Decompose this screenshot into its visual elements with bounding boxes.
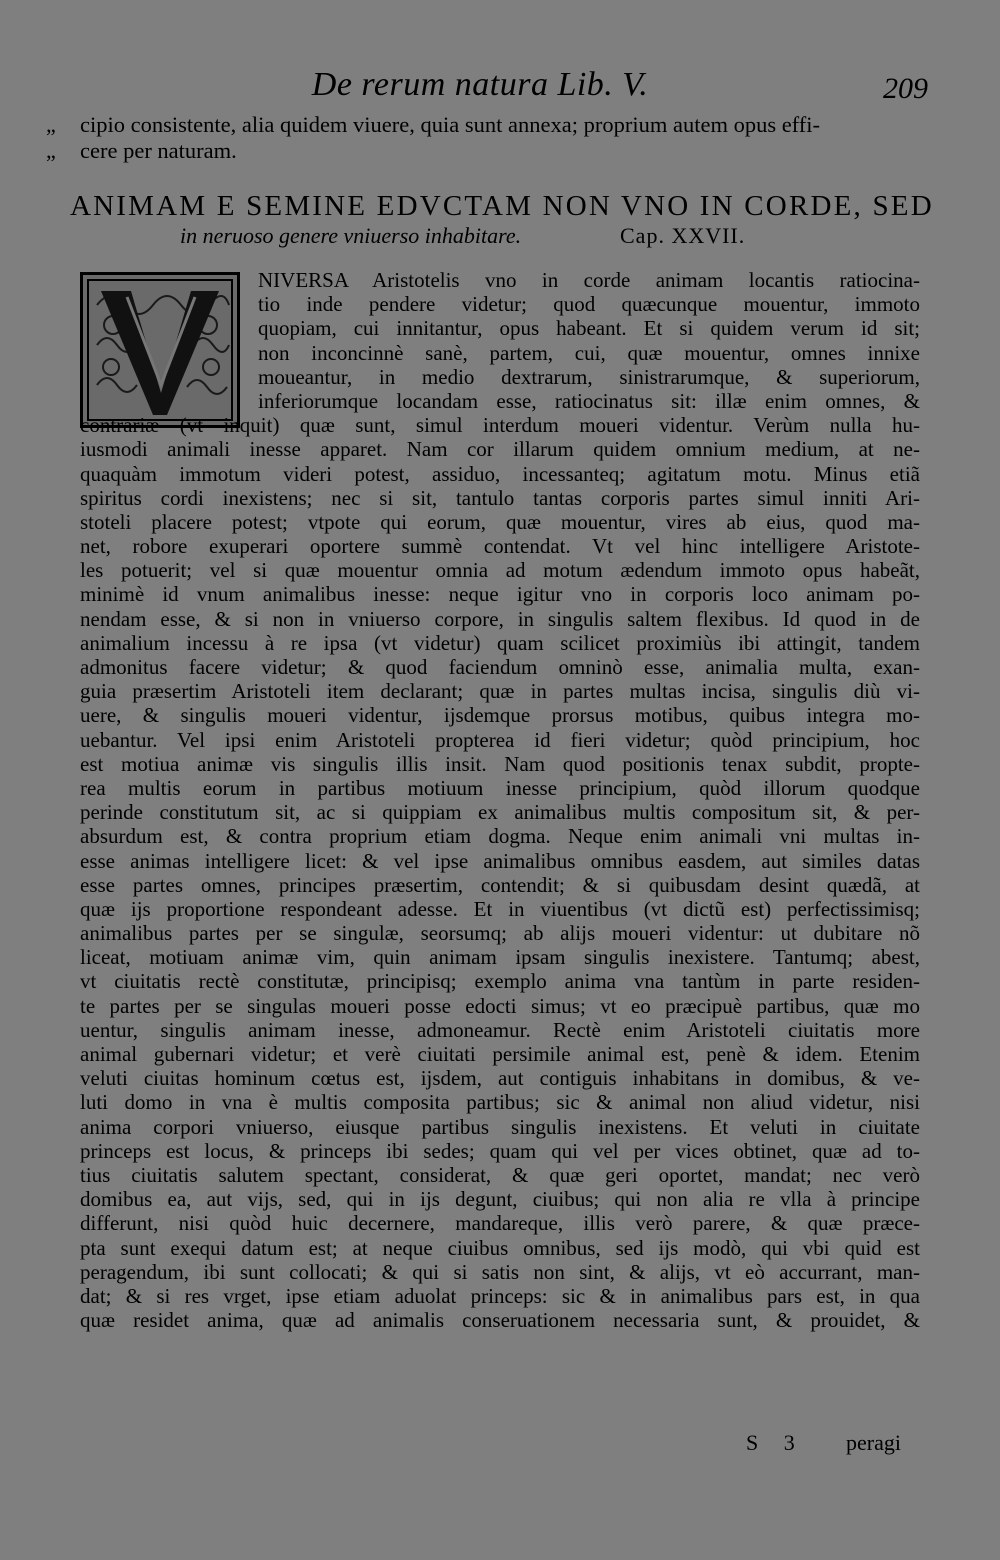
continuation-text: cere per naturam. [80,138,237,163]
text-line: minimè id vnum animalibus inesse: neque igitur vno in corporis loco animam po- [80,582,920,607]
catchword: peragi [846,1430,901,1455]
text-line: net, robore exuperari oportere summè contendat. Vt vel hinc intelligere Aristote- [80,534,920,559]
text-line: est motiua animæ vis singulis illis insit. Nam quod positionis tenax subdit, propte- [80,751,920,776]
text-line: dat; & si res vrget, ipse etiam aduolat princeps: sic & in animalibus pars est, in qua [80,1283,920,1308]
continuation-line [0,138,1000,164]
text-line: differunt, nisi quòd huic decernere, mandareque, illis verò parere, & quæ præce- [80,1211,920,1236]
text-line: iusmodi animali inesse apparet. Nam cor illarum quidem omnium medium, at ne- [80,437,920,462]
text-line: admonitus facere videtur; & quod faciendum omninò esse, animalia multa, exan- [80,655,920,679]
text-line: perinde constitutum sit, ac si quippiam ex animalibus multis compositum sit, & per- [80,800,920,825]
text-line: veluti ciuitas hominum cœtus est, ijsdem, aut contiguis inhabitans in domibus, & ve- [80,1066,920,1091]
text-line: tio inde pendere videtur; quod quæcunque mouentur, immoto [258,292,920,317]
text-line: uere, & singulis moueri videntur, ijsdemque prorsus motibus, quibus integra mo- [80,703,920,728]
text-line: esse partes omnes, principes præsertim, contendit; & si quibusdam desint quædã, at [80,872,920,897]
continuation-text: cipio consistente, alia quidem viuere, quia sunt annexa; proprium autem opus effi- [80,112,821,137]
text-line: vt ciuitatis rectè constitutæ, principisq; exemplo anima vna tantùm in parte residen- [80,969,920,994]
text-line: NIVERSA Aristotelis vno in corde animam locantis ratiocina- [258,268,920,292]
text-line: quopiam, cui innitantur, opus habeant. Et si quidem verum id sit; [258,316,920,341]
text-line: guia præsertim Aristoteli item declarant; quæ in partes multas incisa, singulis diù vi- [80,679,920,704]
text-line: animal gubernari videtur; et verè ciuitati persimile animal est, penè & idem. Etenim [80,1042,920,1066]
marginal-quote-mark: „ [46,112,56,137]
marginal-quote-mark: „ [46,138,56,163]
chapter-number: Cap. XXVII. [620,223,746,248]
text-line: peragendum, ibi sunt collocati; & qui si satis non sint, & alijs, vt eò accurrant, man- [80,1259,920,1284]
page-header [0,60,1000,110]
body-text [80,268,920,1332]
signature-mark: S 3 [746,1430,805,1455]
text-line: inferiorumque locandam esse, ratiocinatus sit: illæ enim omnes, & [258,388,920,413]
text-line: domibus ea, aut vijs, sed, qui in ijs degunt, ciuibus; qui non alia re vlla à principe [80,1187,920,1212]
text-line: contrariæ (vt inquit) quæ sunt, simul interdum moueri videntur. Verùm nulla hu- [80,413,920,438]
text-line: absurdum est, & contra proprium etiam dogma. Neque enim animali vni multas in- [80,824,920,849]
text-line: quæ ijs proportione respondeant adesse. Et in viuentibus (vt dictũ est) perfectissimisq; [80,896,920,921]
text-line: nendam esse, & si non in vniuerso corpore, in singulis saltem flexibus. Id quod in de [80,606,920,631]
chapter-subheading-text: in neruoso genere vniuerso inhabitare. [180,223,522,248]
text-line: uentur, singulis animam inesse, admoneamur. Rectè enim Aristoteli ciuitatis more [80,1017,920,1042]
text-line: anima corpori vniuerso, eiusque partibus singulis inexistens. Et veluti in ciuitate [80,1114,920,1139]
text-line: liceat, motiuam animæ vim, quin animam ipsam singulis inexistere. Tantumq; abest, [80,945,920,970]
text-line: tius ciuitatis salutem spectant, considerat, & quæ geri oportet, mandat; nec verò [80,1162,920,1187]
text-line: animalibus partes per se singulæ, seorsumq; ab alijs moueri videntur: ut dubitare nõ [80,921,920,946]
text-line: rea multis eorum in partibus motiuum inesse principium, quòd illorum quodque [80,775,920,800]
text-line: luti domo in vna è multis composita partibus; sic & animal non aliud videtur, nisi [80,1090,920,1115]
text-line: moueantur, in medio dextrarum, sinistrarumque, & superiorum, [258,364,920,389]
text-line: princeps est locus, & princeps ibi sedes; quam qui vel per vices obtinet, quæ ad to- [80,1138,920,1163]
page-number: 209 [883,72,928,105]
text-line: non inconcinnè sanè, partem, cui, quæ mouentur, omnes innixe [258,340,920,365]
svg-text:V: V [147,345,148,346]
text-line: stoteli placere potest; vtpote qui eorum, quæ mouentur, vires ab eius, quod ma- [80,509,920,534]
text-line: uebantur. Vel ipsi enim Aristoteli propterea id fieri videtur; quòd principium, hoc [80,727,920,752]
chapter-subheading [180,222,840,250]
page-footer [0,1430,1000,1460]
continuation-line [0,112,1000,138]
text-line: pta sunt exequi datum est; at neque ciuibus omnibus, sed ijs modò, qui vbi quid est [80,1235,920,1260]
text-line: animalium incessu à re ipsa (vt videtur) quam scilicet proximiùs ibi attingit, tandem [80,630,920,655]
text-line: esse animas intelligere licet: & vel ipse animalibus omnibus easdem, aut similes datas [80,848,920,873]
running-title: De rerum natura Lib. V. [311,66,649,103]
text-line: les potuerit; vel si quæ mouentur omnia ad motum ædendum immoto opus habeãt, [80,558,920,583]
text-line: spiritus cordi inexistens; nec si sit, tantulo tantas corporis partes simul inniti Ari- [80,485,920,510]
text-line: quaquàm immotum videri potest, assiduo, incessanteq; agitatum motu. Minus etiã [80,461,920,486]
text-line: te partes per se singulas moueri posse edocti simus; vt eo præcipuè partibus, quæ mo [80,993,920,1018]
text-line: quæ residet anima, quæ ad animalis conseruationem necessaria sunt, & prouidet, & [80,1308,920,1333]
continuation-block [0,112,1000,164]
chapter-heading: ANIMAM E SEMINE EDVCTAM NON VNO IN CORDE, SED [70,190,934,222]
